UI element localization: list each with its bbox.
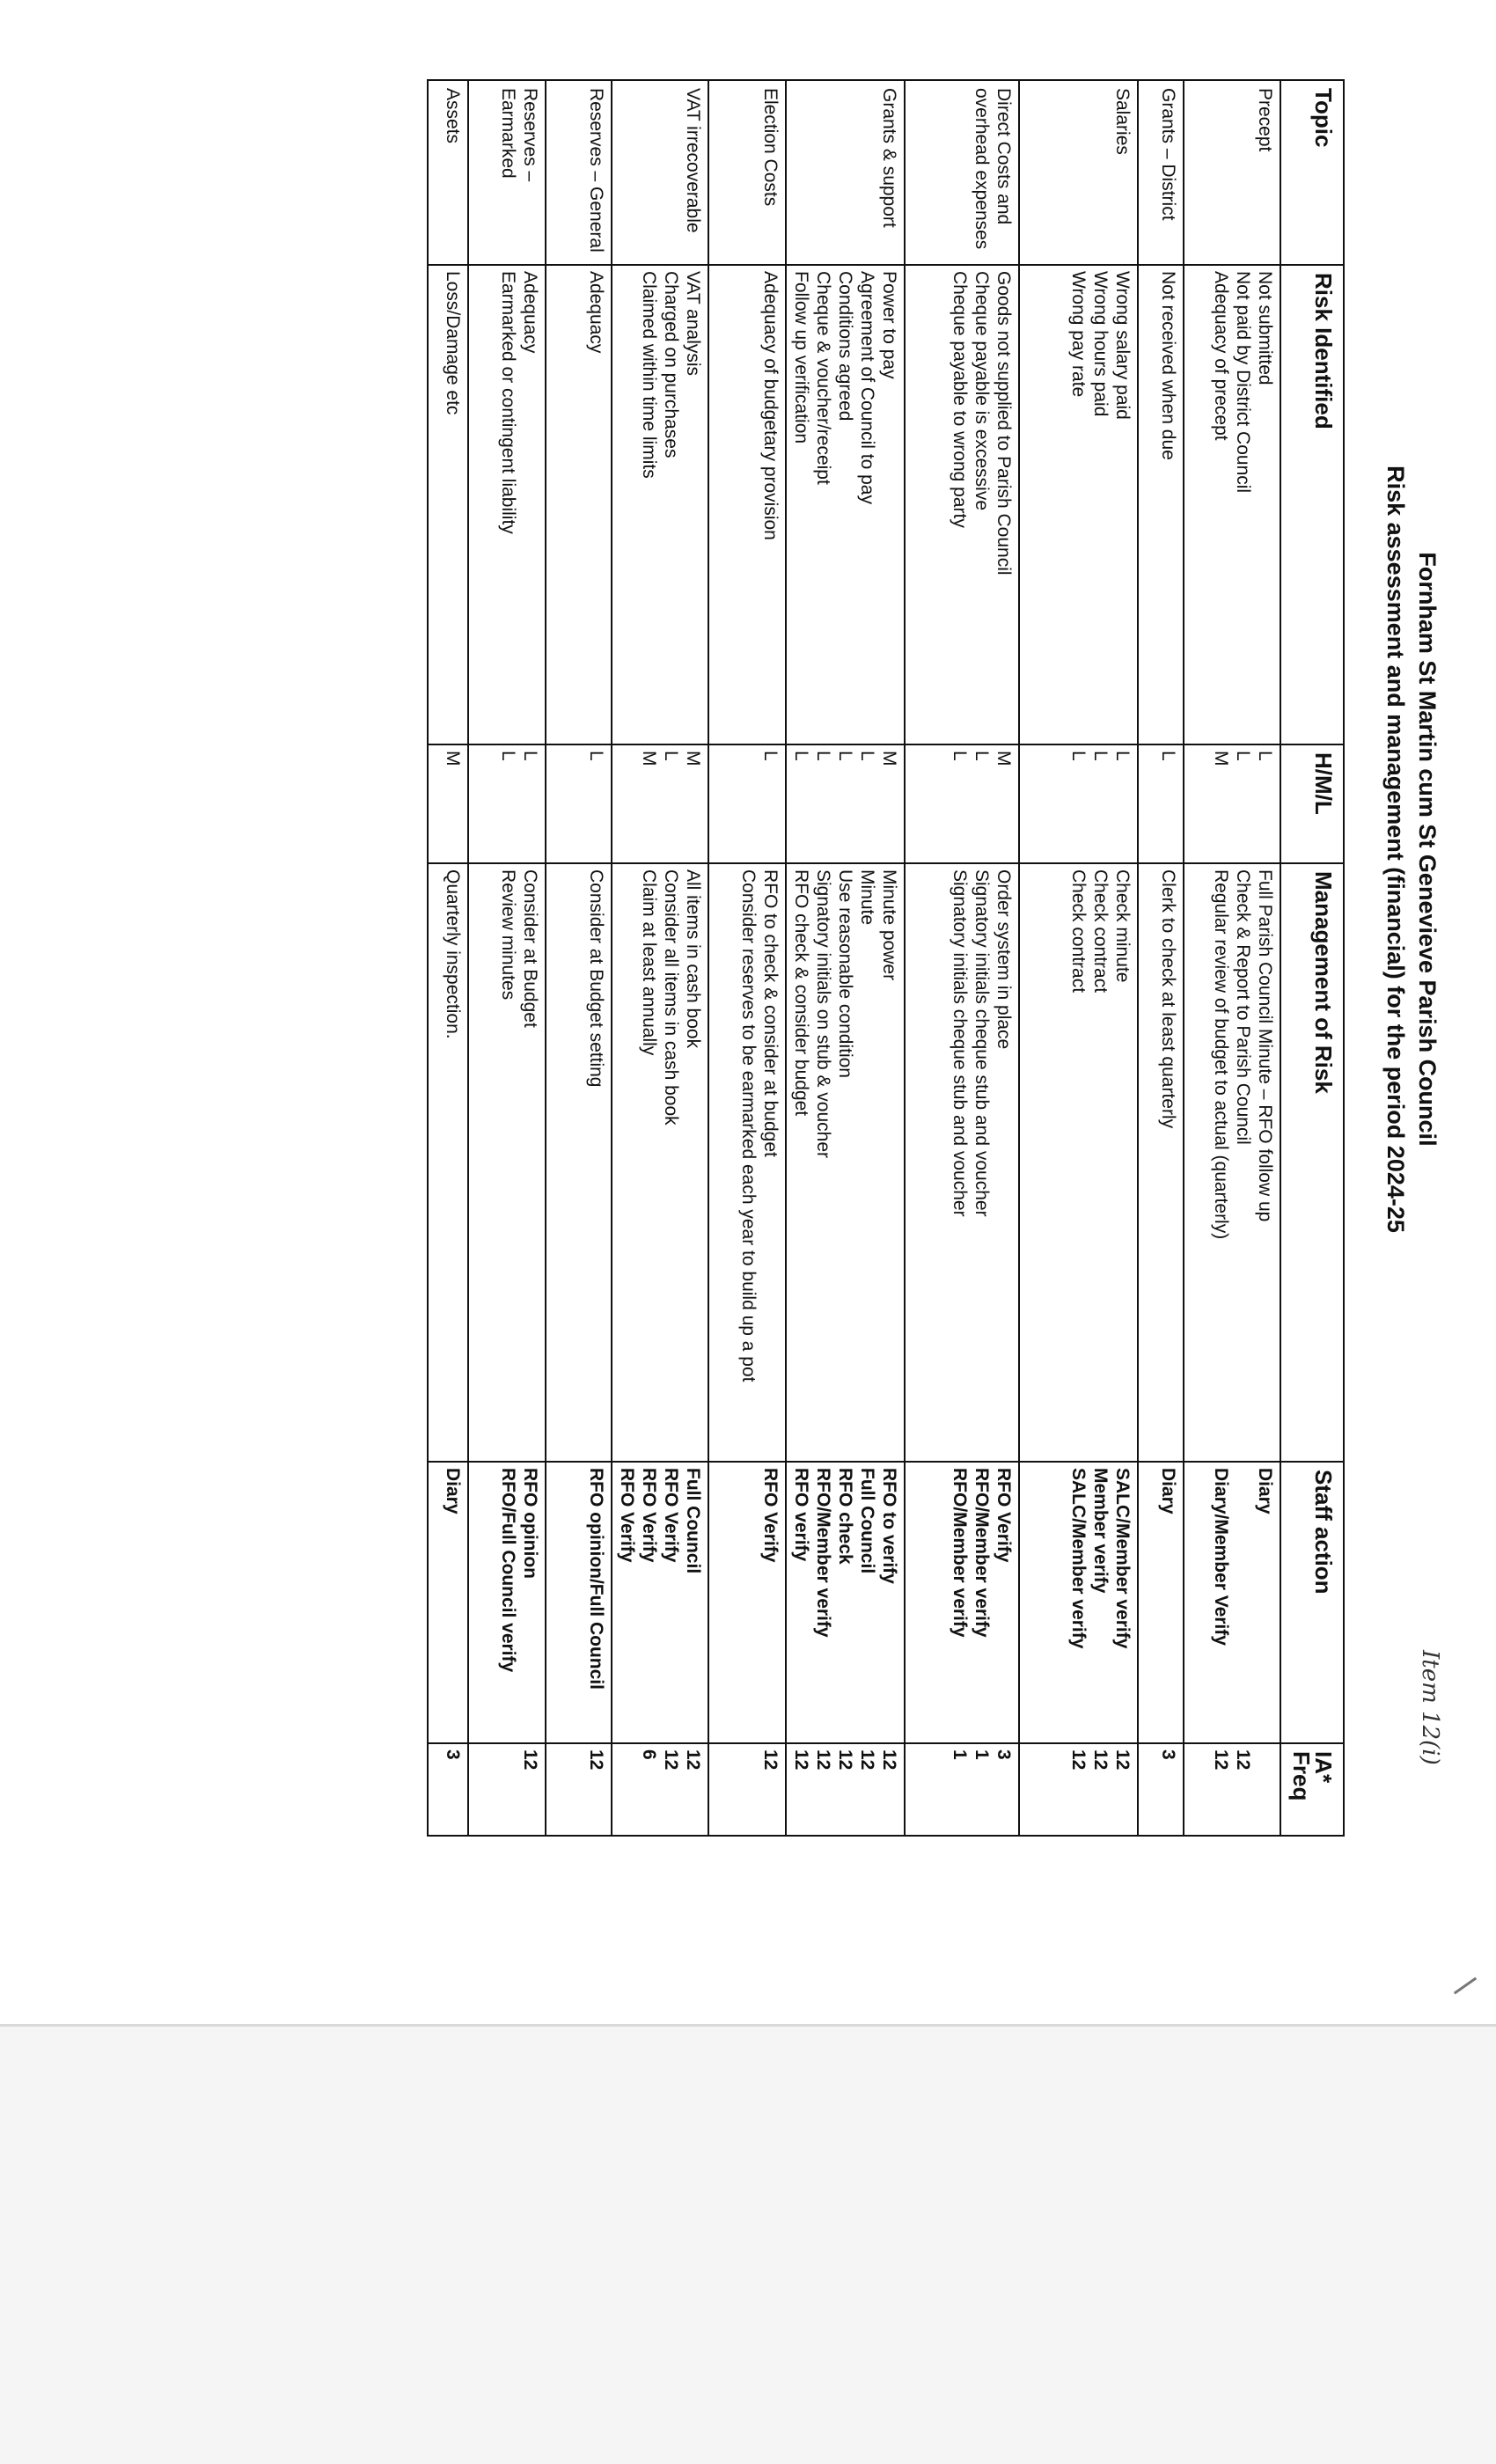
staff-action-line: RFO Verify — [639, 1468, 659, 1563]
ia-freq-cell — [428, 1743, 468, 1836]
management-line: Check & Report to Parish Council — [1233, 869, 1253, 1145]
hml-line: L — [1112, 751, 1133, 761]
risk-line: Cheque payable to wrong party — [950, 271, 970, 528]
risk-cell — [708, 265, 786, 744]
staff-action-line: RFO/Member verify — [972, 1468, 992, 1638]
ia-freq-line: 12 — [1112, 1749, 1133, 1771]
risk-line: Power to pay — [879, 271, 899, 379]
hml-cell — [612, 744, 708, 863]
staff-action-line: Member verify — [1090, 1468, 1111, 1594]
ia-freq-line: 12 — [879, 1749, 899, 1771]
topic-cell — [1184, 80, 1280, 265]
staff-action-line: RFO Verify — [617, 1468, 637, 1563]
ia-freq-line: 12 — [1211, 1749, 1231, 1771]
management-line: RFO check & consider budget — [791, 869, 811, 1117]
hml-line: M — [639, 751, 659, 766]
table-row — [786, 80, 905, 1836]
ia-freq-line: 12 — [586, 1749, 606, 1771]
ia-freq-cell — [905, 1743, 1019, 1836]
management-line: Consider at Budget setting — [586, 869, 606, 1088]
hml-cell — [1184, 744, 1280, 863]
hml-line: L — [498, 751, 518, 761]
table-row — [612, 80, 708, 1836]
hml-cell — [786, 744, 905, 863]
risk-cell — [612, 265, 708, 744]
risk-line: Adequacy of budgetary provision — [760, 271, 781, 540]
table-row — [1019, 80, 1138, 1836]
topic-text: Reserves – General — [586, 88, 606, 253]
staff-action-line: RFO check — [835, 1468, 855, 1565]
staff-action-cell — [708, 1462, 786, 1743]
management-line: Minute power — [879, 869, 899, 981]
table-body — [428, 80, 1280, 1836]
topic-cell — [708, 80, 786, 265]
topic-cell — [546, 80, 612, 265]
hml-line: M — [683, 751, 703, 766]
table-row — [428, 80, 468, 1836]
ia-freq-cell — [546, 1743, 612, 1836]
topic-text: VAT irrecoverable — [683, 88, 703, 233]
management-line: Regular review of budget to actual (quarterly) — [1211, 869, 1231, 1240]
table-row — [468, 80, 546, 1836]
management-line: Signatory initials on stub & voucher — [813, 869, 833, 1159]
staff-action-line: RFO/Member verify — [813, 1468, 833, 1638]
hml-cell — [905, 744, 1019, 863]
staff-action-line: RFO Verify — [994, 1468, 1014, 1563]
staff-action-line: SALC/Member verify — [1068, 1468, 1089, 1649]
ia-freq-line: 12 — [760, 1749, 781, 1771]
hml-line: L — [520, 751, 540, 761]
staff-action-line: Full Council — [857, 1468, 877, 1574]
topic-cell — [1138, 80, 1184, 265]
risk-line: Cheque & voucher/receipt — [813, 271, 833, 485]
hml-cell — [708, 744, 786, 863]
risk-line: Adequacy — [520, 271, 540, 354]
management-line: Consider at Budget — [520, 869, 540, 1028]
risk-line: Not paid by District Council — [1233, 271, 1253, 494]
hml-line: L — [1158, 751, 1178, 761]
document-header — [1380, 31, 1443, 1668]
ia-freq-cell — [708, 1743, 786, 1836]
hml-cell — [1138, 744, 1184, 863]
risk-line: Earmarked or contingent liability — [498, 271, 518, 534]
management-cell — [428, 863, 468, 1462]
risk-line: Not received when due — [1158, 271, 1178, 460]
risk-cell — [1184, 265, 1280, 744]
column-header-staff-action: Staff action — [1280, 1462, 1344, 1743]
column-header-hml: H/M/L — [1280, 744, 1344, 863]
risk-line: Wrong salary paid — [1112, 271, 1133, 420]
management-cell — [708, 863, 786, 1462]
staff-action-cell — [1138, 1462, 1184, 1743]
management-cell — [546, 863, 612, 1462]
staff-action-line: RFO opinion/Full Council — [586, 1468, 606, 1690]
staff-action-cell — [1184, 1462, 1280, 1743]
table-row — [1184, 80, 1280, 1836]
hml-line: L — [586, 751, 606, 761]
management-line: Order system in place — [994, 869, 1014, 1050]
ia-freq-line: 12 — [520, 1749, 540, 1771]
management-line: All items in cash book — [683, 869, 703, 1049]
ia-freq-line — [1254, 1749, 1276, 1830]
risk-line: Adequacy — [586, 271, 606, 354]
management-line: Quarterly inspection. — [443, 869, 463, 1039]
hml-line: L — [1233, 751, 1253, 761]
risk-line: Goods not supplied to Parish Council — [994, 271, 1014, 576]
ia-freq-line: 1 — [950, 1749, 970, 1760]
ia-freq-line: 1 — [972, 1749, 992, 1760]
ia-freq-line: 12 — [683, 1749, 703, 1771]
management-line: Consider reserves to be earmarked each year to build up a pot — [738, 869, 759, 1382]
management-line: Check contract — [1090, 869, 1111, 994]
management-cell — [786, 863, 905, 1462]
ia-freq-line: 6 — [639, 1749, 659, 1760]
table-row — [708, 80, 786, 1836]
table-row — [546, 80, 612, 1836]
table-row — [905, 80, 1019, 1836]
risk-line: Loss/Damage etc — [443, 271, 463, 415]
column-header-risk: Risk Identified — [1280, 265, 1344, 744]
ia-freq-line: 3 — [443, 1749, 463, 1760]
staff-action-line: Full Council — [683, 1468, 703, 1574]
hml-line: L — [791, 751, 811, 761]
table-row — [1138, 80, 1184, 1836]
hml-line: L — [950, 751, 970, 761]
column-header-ia-freq: IA* Freq — [1280, 1743, 1344, 1836]
risk-line: Claimed within time limits — [639, 271, 659, 479]
risk-line: Conditions agreed — [835, 271, 855, 422]
staff-action-cell — [468, 1462, 546, 1743]
staff-action-line: RFO Verify — [661, 1468, 681, 1563]
handwritten-item-note: Item 12(i) — [1417, 1650, 1443, 1765]
management-line: Review minutes — [498, 869, 518, 1001]
management-cell — [1138, 863, 1184, 1462]
risk-cell — [468, 265, 546, 744]
ia-freq-line: 12 — [791, 1749, 811, 1771]
risk-line: Wrong pay rate — [1068, 271, 1089, 398]
hml-cell — [428, 744, 468, 863]
column-header-topic: Topic — [1280, 80, 1344, 265]
risk-line: Wrong hours paid — [1090, 271, 1111, 417]
topic-text: Grants & support — [879, 88, 899, 228]
staff-action-cell — [1019, 1462, 1138, 1743]
hml-line: M — [1211, 751, 1231, 766]
staff-action-line: RFO Verify — [760, 1468, 781, 1563]
topic-text: Salaries — [1112, 88, 1133, 155]
document-page — [106, 31, 1443, 1844]
management-line: Clerk to check at least quarterly — [1158, 869, 1178, 1129]
hml-line: M — [443, 751, 463, 766]
management-line: Check minute — [1112, 869, 1133, 983]
hml-line: M — [879, 751, 899, 766]
hml-line: L — [857, 751, 877, 761]
ia-freq-line: 12 — [661, 1749, 681, 1771]
document-title: Risk assessment and management (financial) for the period 2024-25 — [1382, 466, 1409, 1233]
topic-cell — [1019, 80, 1138, 265]
risk-cell — [1138, 265, 1184, 744]
org-name: Fornham St Martin cum St Genevieve Parish Council — [1414, 552, 1441, 1147]
ia-freq-cell — [1138, 1743, 1184, 1836]
risk-line: Cheque payable is excessive — [972, 271, 992, 510]
hml-cell — [1019, 744, 1138, 863]
hml-line: L — [1068, 751, 1089, 761]
staff-action-line: RFO opinion — [520, 1468, 540, 1579]
topic-text: Assets — [443, 88, 463, 144]
hml-line: L — [1255, 751, 1275, 761]
staff-action-cell — [612, 1462, 708, 1743]
management-line: Signatory initials cheque stub and voucher — [950, 869, 970, 1217]
hml-line: L — [835, 751, 855, 761]
hml-line: L — [661, 751, 681, 761]
risk-line: Adequacy of precept — [1211, 271, 1231, 441]
hml-line: L — [813, 751, 833, 761]
scan-background — [0, 2024, 1496, 2464]
topic-cell — [786, 80, 905, 265]
risk-cell — [1019, 265, 1138, 744]
staff-action-cell — [905, 1462, 1019, 1743]
management-cell — [905, 863, 1019, 1462]
management-line: Full Parish Council Minute – RFO follow up — [1255, 869, 1275, 1222]
hml-cell — [546, 744, 612, 863]
ia-freq-line: 12 — [1090, 1749, 1111, 1771]
staff-action-line: RFO/Member verify — [950, 1468, 970, 1638]
risk-line: Follow up verification — [791, 271, 811, 444]
risk-line: Agreement of Council to pay — [857, 271, 877, 504]
table-header-row — [1280, 80, 1344, 1836]
ia-freq-line: 12 — [813, 1749, 833, 1771]
staff-action-line: Diary — [1255, 1468, 1275, 1514]
topic-cell — [468, 80, 546, 265]
staff-action-line — [1232, 1468, 1254, 1737]
topic-cell — [905, 80, 1019, 265]
ia-freq-cell — [612, 1743, 708, 1836]
ia-freq-cell — [786, 1743, 905, 1836]
ia-freq-cell — [1019, 1743, 1138, 1836]
management-line: Consider all items in cash book — [661, 869, 681, 1126]
risk-line: VAT analysis — [683, 271, 703, 377]
hml-line: M — [994, 751, 1014, 766]
management-cell — [1184, 863, 1280, 1462]
management-line: RFO to check & consider at budget — [760, 869, 781, 1157]
staff-action-line: RFO verify — [791, 1468, 811, 1562]
management-cell — [468, 863, 546, 1462]
topic-text: Direct Costs and overhead expenses — [972, 88, 1014, 250]
topic-cell — [612, 80, 708, 265]
scan-page-edge — [0, 2024, 1496, 2027]
ia-freq-cell — [468, 1743, 546, 1836]
management-cell — [1019, 863, 1138, 1462]
staff-action-cell — [786, 1462, 905, 1743]
risk-line: Charged on purchases — [661, 271, 681, 458]
risk-line: Not submitted — [1255, 271, 1275, 385]
risk-cell — [546, 265, 612, 744]
staff-action-line: RFO/Full Council verify — [498, 1468, 518, 1673]
topic-text: Election Costs — [760, 88, 781, 207]
risk-cell — [786, 265, 905, 744]
scan-mark — [1454, 1977, 1477, 1995]
management-cell — [612, 863, 708, 1462]
ia-freq-line: 12 — [835, 1749, 855, 1771]
risk-cell — [428, 265, 468, 744]
staff-action-line: Diary/Member Verify — [1211, 1468, 1231, 1646]
management-line: Use reasonable condition — [835, 869, 855, 1078]
ia-freq-line: 3 — [1158, 1749, 1178, 1760]
column-header-management: Management of Risk — [1280, 863, 1344, 1462]
staff-action-line: RFO to verify — [879, 1468, 899, 1584]
management-line: Signatory initials cheque stub and voucher — [972, 869, 992, 1217]
ia-freq-line: 12 — [1068, 1749, 1089, 1771]
staff-action-line: Diary — [1158, 1468, 1178, 1514]
ia-freq-cell — [1184, 1743, 1280, 1836]
ia-freq-line: 12 — [1233, 1749, 1253, 1771]
staff-action-cell — [546, 1462, 612, 1743]
topic-text: Precept — [1255, 88, 1275, 152]
ia-freq-line: 3 — [994, 1749, 1014, 1760]
hml-line: L — [760, 751, 781, 761]
hml-cell — [468, 744, 546, 863]
management-line: Minute — [857, 869, 877, 926]
topic-cell — [428, 80, 468, 265]
topic-text: Grants – District — [1158, 88, 1178, 221]
staff-action-line: SALC/Member verify — [1112, 1468, 1133, 1649]
ia-freq-line: 12 — [857, 1749, 877, 1771]
risk-table — [427, 79, 1345, 1837]
hml-line: L — [1090, 751, 1111, 761]
staff-action-cell — [428, 1462, 468, 1743]
risk-cell — [905, 265, 1019, 744]
topic-text: Reserves – Earmarked — [498, 88, 540, 182]
hml-line: L — [972, 751, 992, 761]
staff-action-line: Diary — [443, 1468, 463, 1514]
management-line: Claim at least annually — [639, 869, 659, 1056]
management-line: Check contract — [1068, 869, 1089, 994]
